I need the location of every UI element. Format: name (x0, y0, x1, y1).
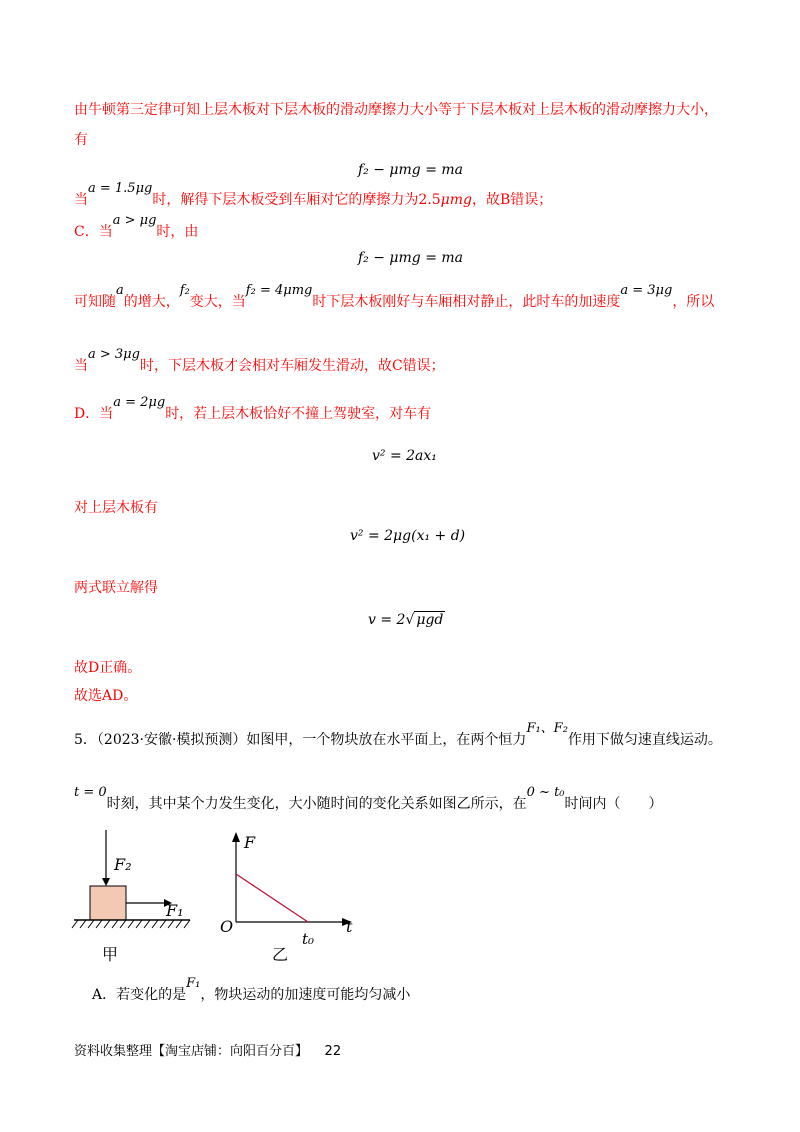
t-axis-label: t (346, 917, 353, 936)
inline-formula: a (116, 283, 124, 298)
page-number: 22 (324, 1044, 342, 1059)
text-line: 对上层木板有 (74, 500, 158, 516)
inline-formula: F₁ (186, 976, 201, 991)
text-line: 有 (74, 132, 88, 148)
inline-formula: t = 0 (74, 785, 107, 800)
f-axis-label: F (244, 833, 256, 852)
text-span: 作用下做匀速直线运动。 (567, 732, 722, 748)
f2-label: F₂ (114, 855, 132, 874)
t0-label: t₀ (302, 930, 315, 948)
text-span: 时，若上层木板恰好不撞上驾驶室，对车有 (165, 406, 432, 422)
text-span: 当 (74, 358, 88, 374)
text-line (74, 181, 553, 211)
inline-formula: a > 3μg (88, 347, 140, 362)
footer-text: 资料收集整理【淘宝店铺：向阳百分百】 (74, 1044, 309, 1059)
text-span: 时刻，其中某个力发生变化，大小随时间的变化关系如图乙所示，在 (106, 796, 527, 812)
text-line (74, 213, 199, 243)
equation: f₂ − μmg = ma (358, 250, 464, 266)
figure-jia (68, 830, 208, 970)
text-span: 时，下层木板才会相对车厢发生滑动，故C错误； (139, 358, 445, 374)
text-line: 故选AD。 (74, 688, 138, 704)
inline-formula: a > μg (112, 213, 157, 228)
block (90, 886, 126, 920)
text-line (74, 283, 715, 313)
option-a (92, 976, 411, 1006)
text-line (74, 395, 432, 425)
figure-jia-label: 甲 (102, 945, 119, 964)
ground-hatching (72, 920, 190, 928)
inline-formula: a = 2μg (113, 395, 166, 410)
text-span: 时间内（ ） (564, 796, 663, 812)
text-span: ，所以 (672, 294, 715, 310)
text-span: ，故B错误； (471, 192, 553, 208)
text-span: 时下层木板刚好与车厢相对静止，此时车的加速度 (312, 294, 621, 310)
text-line: 由牛顿第三定律可知上层木板对下层木板的滑动摩擦力大小等于下层木板对上层木板的滑动摩擦力大小， (74, 102, 718, 118)
text-span: 时，解得下层木板受到车厢对它的摩擦力为2.5 (152, 192, 441, 208)
figure-yi (216, 830, 366, 970)
text-span: ，物块运动的加速度可能均匀减小 (200, 987, 411, 1003)
f1-label: F₁ (166, 901, 184, 920)
text-span: 变大，当 (189, 294, 246, 310)
question-line (74, 785, 663, 815)
text-span: 时，由 (156, 224, 199, 240)
text-span: A．若变化的是 (92, 987, 187, 1003)
equation: v² = 2μg(x₁ + d) (350, 528, 466, 544)
inline-formula: a = 3μg (620, 283, 673, 298)
text-span: 当 (74, 192, 88, 208)
sqrt-radicand: μgd (416, 612, 444, 628)
origin-label: O (220, 917, 234, 936)
equation: v = 2√ μgd (368, 612, 444, 628)
figure-yi-label: 乙 (272, 945, 289, 964)
text-span: 可知随 (74, 294, 116, 310)
inline-formula: F₁、F₂ (526, 721, 568, 736)
equation: f₂ − μmg = ma (358, 162, 464, 178)
text-span: 的增大， (123, 294, 180, 310)
text-span: C．当 (74, 224, 113, 240)
inline-formula: μmg (440, 192, 472, 208)
question-line (74, 721, 722, 751)
inline-formula: f₂ (179, 283, 190, 298)
text-span: D．当 (74, 406, 114, 422)
text-line: 两式联立解得 (74, 580, 158, 596)
footer (74, 1040, 341, 1059)
text-line (74, 347, 445, 377)
inline-formula: 0 ~ t₀ (526, 785, 565, 800)
equation-part: v = 2 (368, 612, 406, 628)
force-f2-arrowhead (102, 878, 110, 886)
f-axis-arrowhead (232, 832, 240, 842)
text-span: 5．（2023·安徽·模拟预测）如图甲，一个物块放在水平面上，在两个恒力 (74, 732, 527, 748)
inline-formula: a = 1.5μg (88, 181, 153, 196)
force-decrease-line (236, 874, 308, 922)
inline-formula: f₂ = 4μmg (245, 283, 313, 298)
equation: v² = 2ax₁ (372, 448, 437, 464)
text-line: 故D正确。 (74, 660, 142, 676)
